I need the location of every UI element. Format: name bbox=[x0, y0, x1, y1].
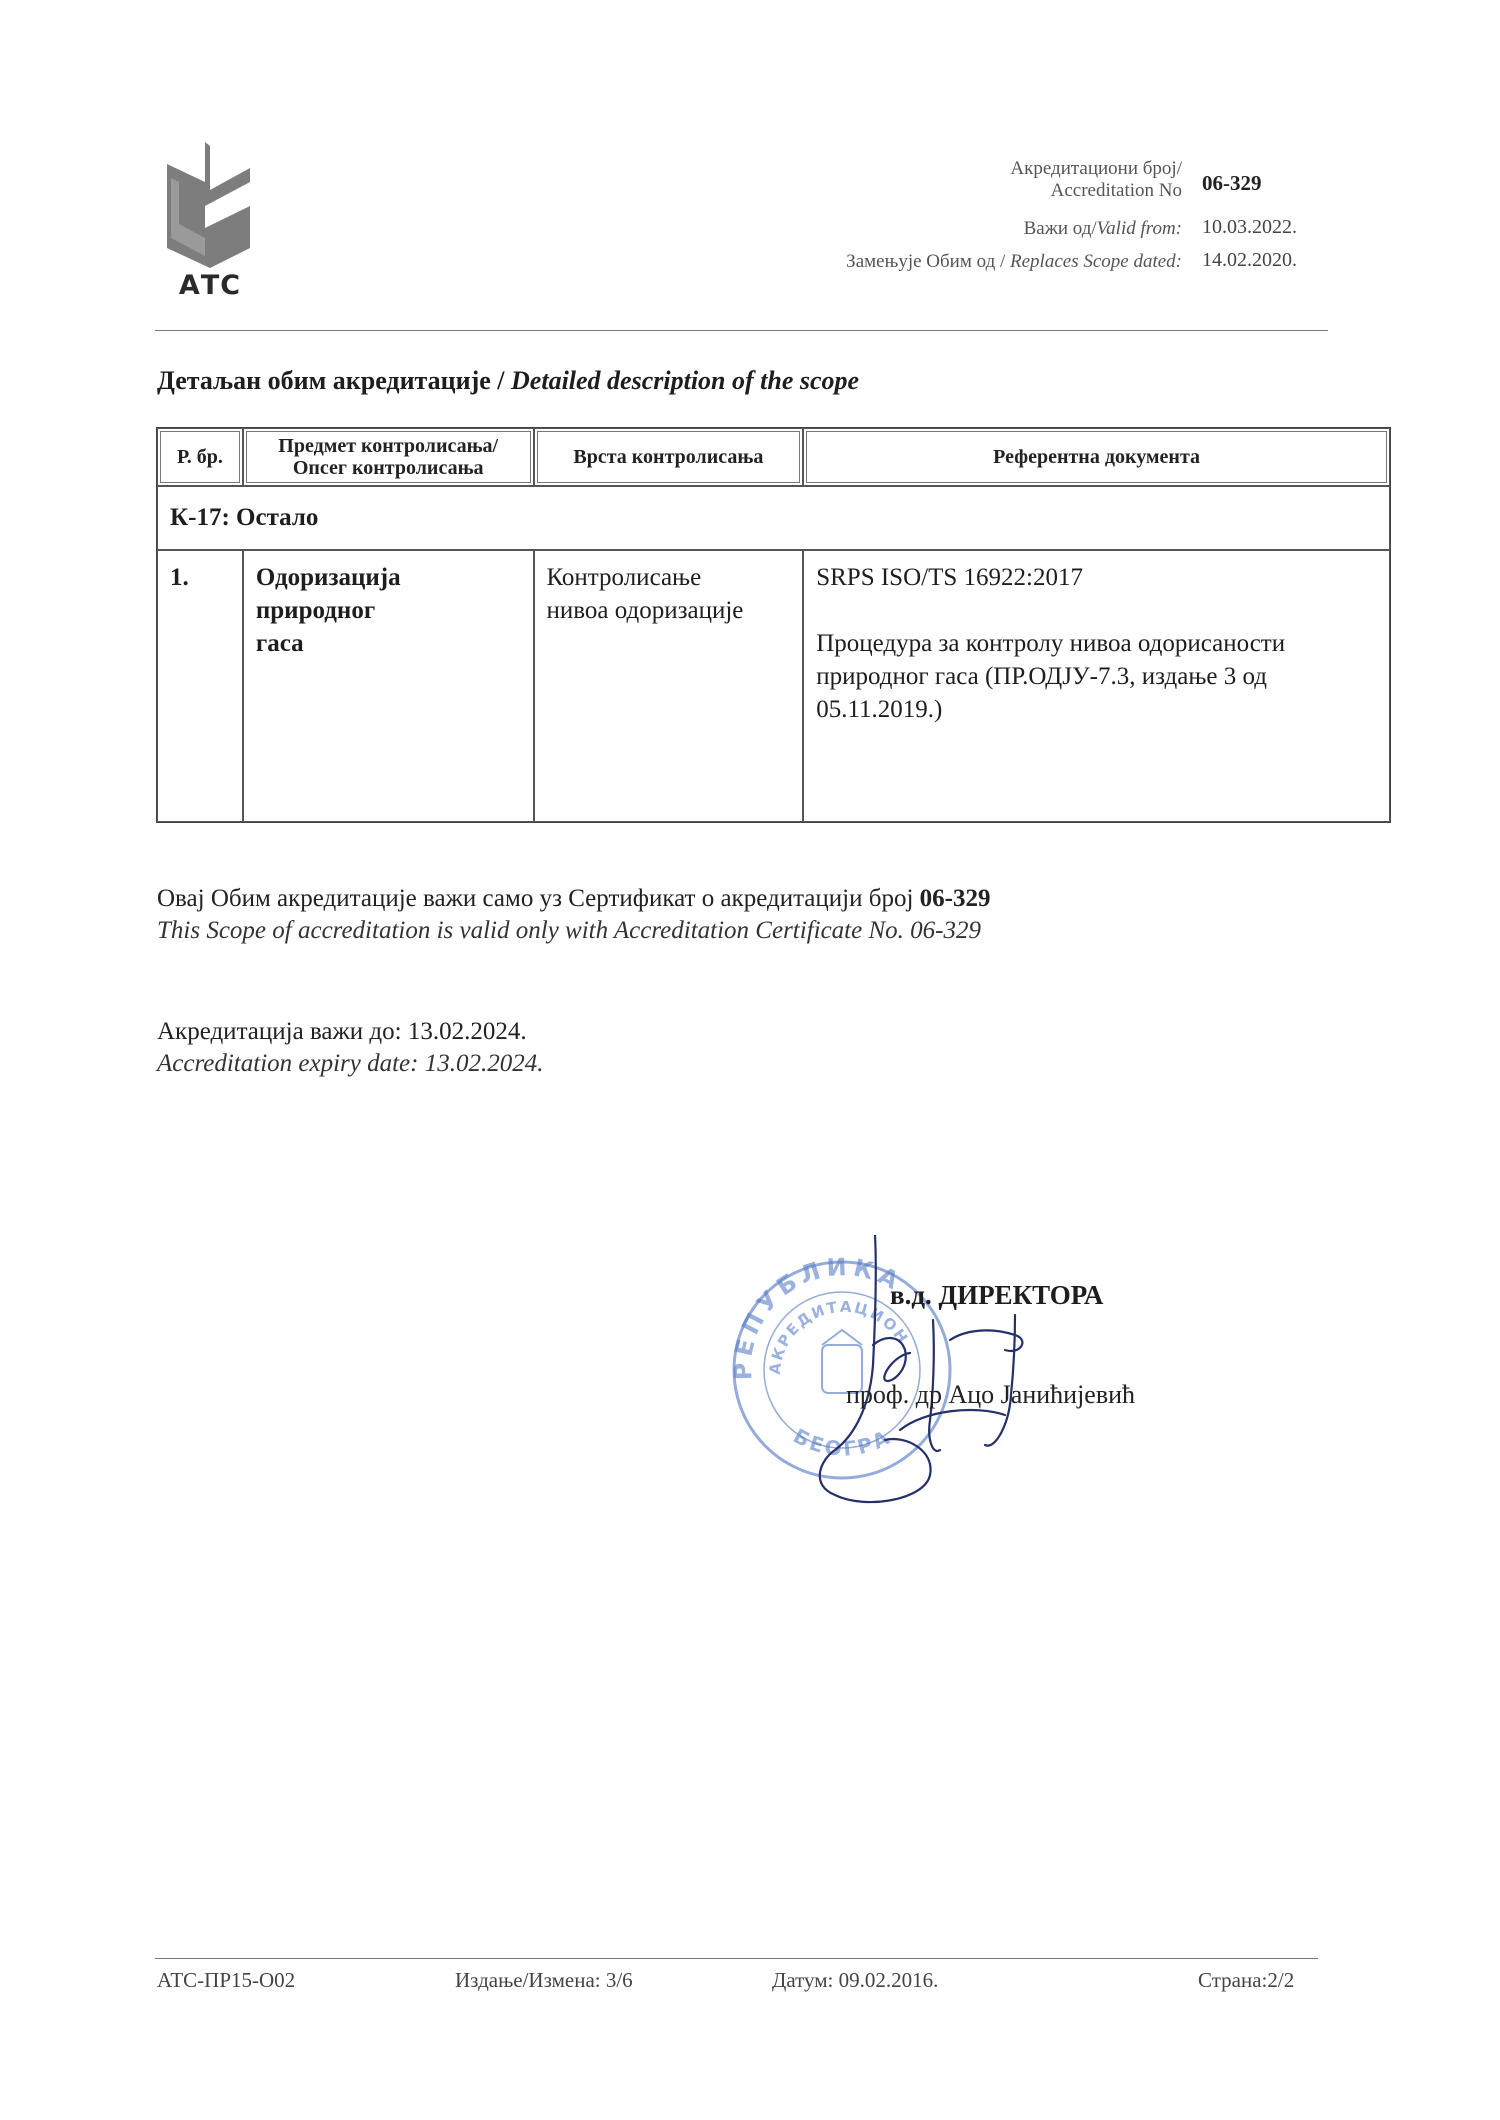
header-no: Р. бр. bbox=[157, 428, 243, 486]
replaces-scope-date: 14.02.2020. bbox=[1202, 249, 1297, 271]
validity-statement: Овај Обим акредитације важи само уз Сертификат о акредитацији број 06-329 This Scope of accreditation is valid only with Accreditation Certificate No. 06-329 bbox=[157, 885, 991, 944]
table-header-row bbox=[157, 428, 1390, 486]
logo-text: АТС bbox=[178, 270, 242, 301]
stamp-text-top: РЕПУБЛИКА bbox=[728, 1252, 908, 1381]
row-reference bbox=[803, 550, 1390, 822]
reference-procedure: Процедура за контролу нивоа одорисаности природног гаса (ПР.ОДЈУ-7.3, издање 3 од 05.11.2019.) bbox=[816, 630, 1286, 723]
signatory-role: в.д. ДИРЕКТОРА bbox=[890, 1280, 1104, 1310]
stamp-text-bottom: БЕОГРА bbox=[789, 1423, 896, 1461]
signatory-name: проф. др Ацо Јанићијевић bbox=[846, 1380, 1136, 1409]
accreditation-no-label: Акредитациони број/ Accreditation No bbox=[1010, 158, 1182, 201]
row-type: Контролисање нивоа одоризације bbox=[534, 550, 804, 822]
footer-date: Датум: 09.02.2016. bbox=[772, 1968, 939, 1992]
row-number: 1. bbox=[157, 550, 243, 822]
ats-logo-mark-icon bbox=[165, 138, 255, 268]
footer-issue: Издање/Измена: 3/6 bbox=[455, 1968, 633, 1992]
replaces-scope-label: Замењује Обим од / Replaces Scope dated: bbox=[846, 251, 1182, 272]
table-row bbox=[157, 550, 1390, 822]
footer-doc-code: АТС-ПР15-О02 bbox=[157, 1968, 296, 1992]
section-title: Детаљан обим акредитације / Detailed description of the scope bbox=[157, 366, 860, 395]
footer-divider bbox=[155, 1958, 1318, 1959]
ats-logo bbox=[165, 138, 255, 308]
header-divider bbox=[155, 330, 1328, 331]
valid-from-date: 10.03.2022. bbox=[1202, 216, 1297, 238]
footer-page: Страна:2/2 bbox=[1198, 1968, 1295, 1992]
header-type: Врста контролисања bbox=[534, 428, 804, 486]
stamp-text-inner: АКРЕДИТАЦИОН bbox=[765, 1297, 913, 1376]
scope-table bbox=[156, 427, 1391, 823]
row-subject: Одоризација природног гаса bbox=[243, 550, 534, 822]
header-subject: Предмет контролисања/ Опсег контролисања bbox=[243, 428, 534, 486]
accreditation-no: 06-329 bbox=[1202, 171, 1262, 195]
group-label: К-17: Остало bbox=[157, 486, 1390, 550]
expiry-statement: Акредитација важи до: 13.02.2024. Accreditation expiry date: 13.02.2024. bbox=[157, 1018, 544, 1077]
valid-from-label: Важи од/Valid from: bbox=[1023, 218, 1182, 239]
reference-standard: SRPS ISO/TS 16922:2017 bbox=[816, 564, 1083, 591]
group-row bbox=[157, 486, 1390, 550]
header-reference: Референтна документа bbox=[803, 428, 1390, 486]
